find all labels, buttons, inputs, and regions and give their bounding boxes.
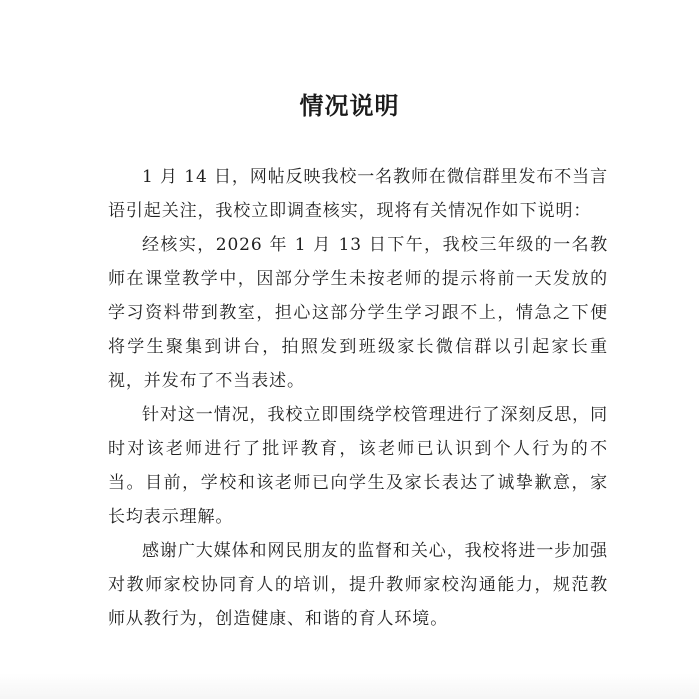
paragraph-actions: 针对这一情况，我校立即围绕学校管理进行了深刻反思，同时对该老师进行了批评教育，该老师已认识到个人行为的不当。目前，学校和该老师已向学生及家长表达了诚挚歉意，家长均表示理解。: [108, 405, 608, 527]
document-title: 情况说明: [299, 91, 400, 120]
paragraph-thanks: 感谢广大媒体和网民朋友的监督和关心，我校将进一步加强对教师家校协同育人的培训，提升教师家校沟通能力，规范教师从教行为，创造健康、和谐的育人环境。: [108, 541, 608, 629]
document-body: [108, 160, 608, 636]
paragraph-findings: 经核实，2026 年 1 月 13 日下午，我校三年级的一名教师在课堂教学中，因部分学生未按老师的提示将前一天发放的学习资料带到教室，担心这部分学生学习跟不上，情急之下便将学生聚集到讲台，拍照发到班级家长微信群以引起家长重视，并发布了不当表述。: [108, 235, 608, 391]
paragraph-intro: 1 月 14 日，网帖反映我校一名教师在微信群里发布不当言语引起关注，我校立即调查核实，现将有关情况作如下说明：: [108, 167, 608, 221]
page-bottom-shadow: [0, 673, 699, 699]
